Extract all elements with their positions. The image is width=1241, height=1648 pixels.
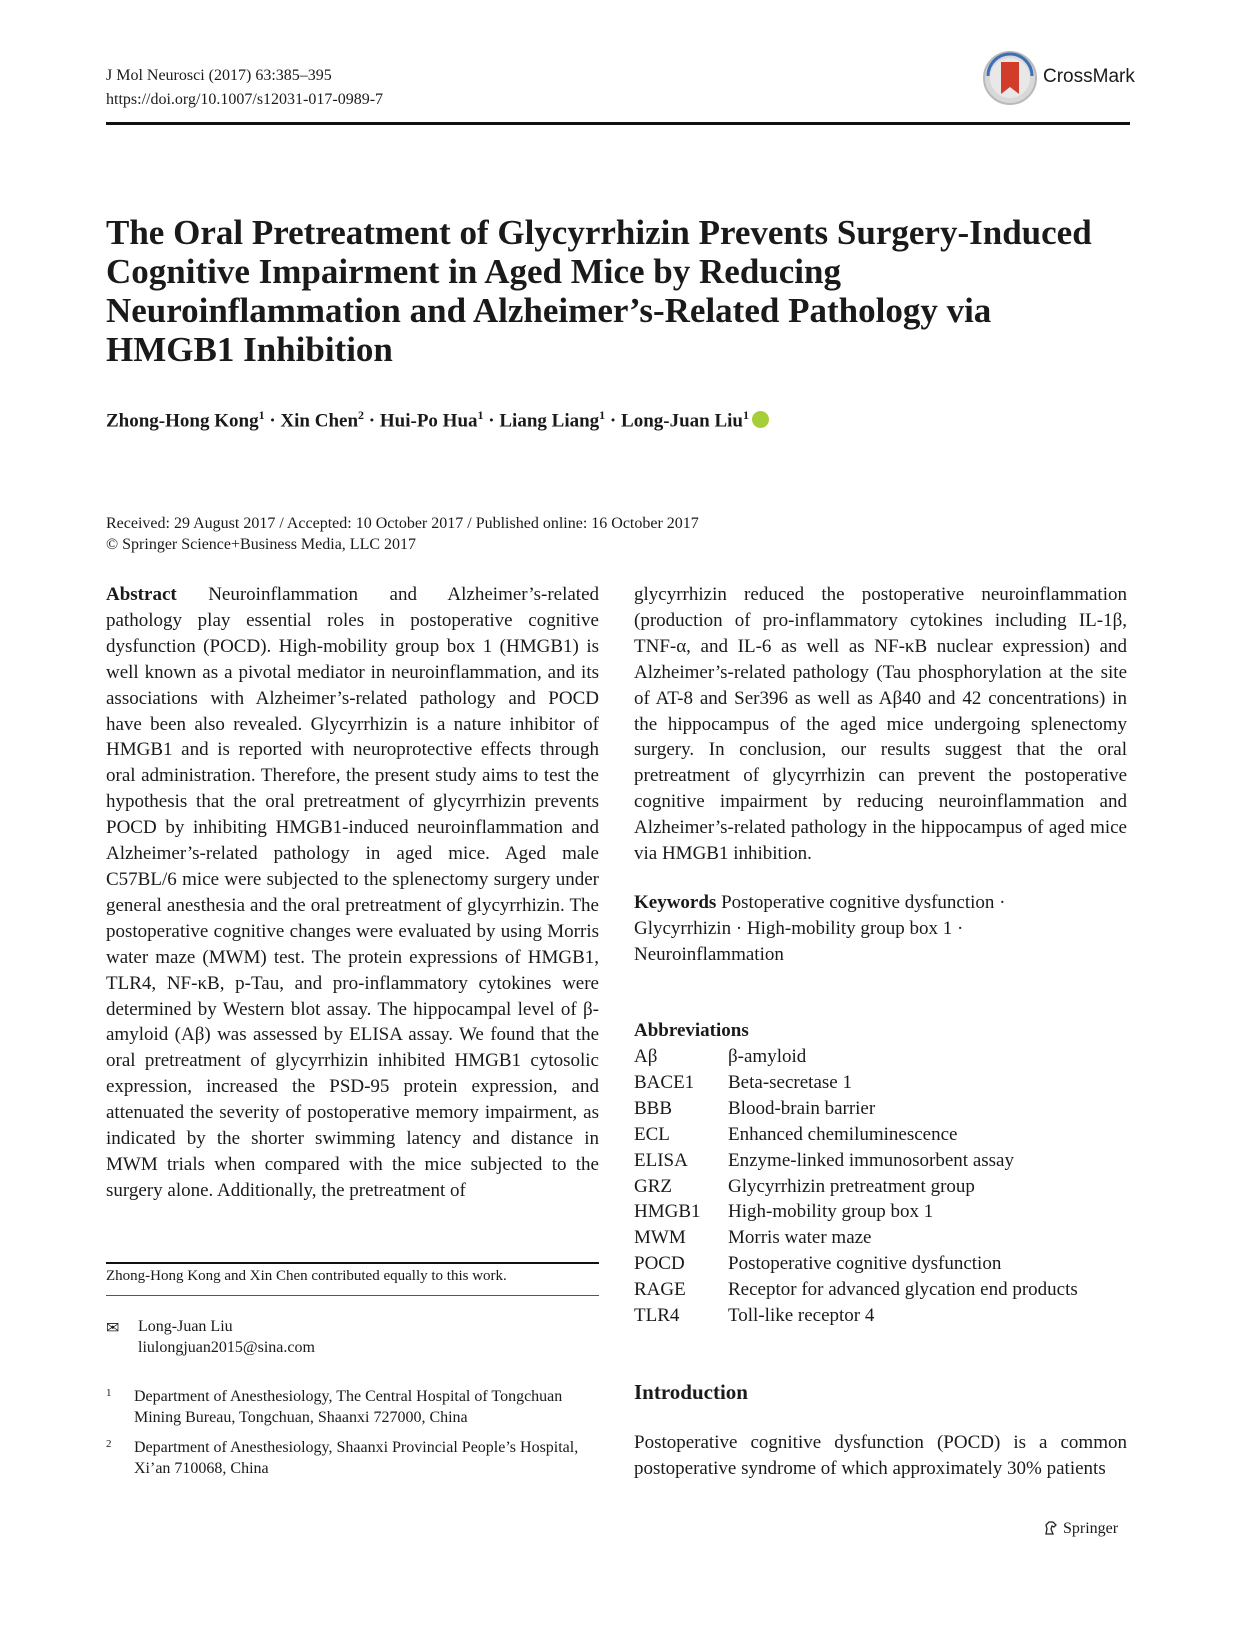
abbreviation-row [634,1303,1078,1329]
abbreviation-term: MWM [634,1227,686,1249]
author-affiliation-mark: 1 [743,408,749,422]
abbreviation-row [634,1122,1078,1148]
abbreviation-definition: Toll-like receptor 4 [728,1305,875,1327]
abbreviation-definition: Enhanced chemiluminescence [728,1123,958,1145]
abbreviation-row [634,1174,1078,1200]
equal-contribution-note: Zhong-Hong Kong and Xin Chen contributed equally to this work. [106,1268,507,1284]
author-separator: · [605,410,622,432]
author-name[interactable]: Zhong-Hong Kong [106,410,259,432]
envelope-icon: ✉ [106,1320,120,1337]
author-name[interactable]: Xin Chen [280,410,359,432]
header-divider [106,122,1130,125]
affiliation-text: Department of Anesthesiology, Shaanxi Provincial People’s Hospital, Xi’an 710068, China [134,1439,579,1477]
publisher-name: Springer [1063,1520,1119,1537]
keywords-label: Keywords [634,892,717,913]
author-affiliation-mark: 1 [258,408,265,422]
affiliation-number: 2 [106,1438,112,1450]
author-separator: · [364,410,380,432]
abbreviation-row [634,1225,1078,1251]
abbreviation-row [634,1277,1078,1303]
keywords-text: Postoperative cognitive dysfunction · Glycyrrhizin · High-mobility group box 1 · Neuroinflammation [634,892,1006,965]
author-separator: · [264,410,281,432]
author-name[interactable]: Liang Liang [499,410,600,432]
abstract-left-column [106,582,599,1204]
affiliation-text: Department of Anesthesiology, The Central Hospital of Tongchuan Mining Bureau, Tongchuan, Shaanxi 727000, China [134,1388,563,1426]
abbreviations-table [634,1044,1078,1329]
journal-header [106,64,383,112]
abbreviation-term: RAGE [634,1279,686,1301]
abbreviation-term: GRZ [634,1175,672,1197]
author-name[interactable]: Hui-Po Hua [379,410,478,432]
corresponding-author-email[interactable]: liulongjuan2015@sina.com [138,1339,315,1356]
orcid-icon[interactable] [752,411,769,428]
abbreviation-definition: High-mobility group box 1 [728,1201,934,1223]
author-list [106,408,769,432]
abbreviation-row [634,1251,1078,1277]
abbreviation-term: Aβ [634,1046,658,1067]
crossmark-label: CrossMark [1043,66,1135,87]
abbreviation-row [634,1070,1078,1096]
abbreviation-definition: Beta-secretase 1 [728,1071,852,1093]
affiliation-item [106,1386,599,1428]
abstract-right-column [634,582,1127,867]
abbreviation-row [634,1199,1078,1225]
history-dates: Received: 29 August 2017 / Accepted: 10 October 2017 / Published online: 16 October 2017 [106,515,699,532]
abbreviation-definition: Postoperative cognitive dysfunction [728,1253,1002,1275]
abbreviation-row [634,1148,1078,1174]
abbreviation-definition: β-amyloid [728,1046,807,1067]
affiliation-number: 1 [106,1387,112,1399]
abbreviation-definition: Morris water maze [728,1227,872,1249]
abbreviation-definition: Blood-brain barrier [728,1097,876,1119]
author-affiliation-mark: 1 [477,408,484,422]
publication-dates [106,513,699,555]
abbreviation-row [634,1044,1078,1070]
springer-horse-icon [1043,1520,1059,1536]
author-separator: · [483,410,500,432]
abbreviation-definition: Glycyrrhizin pretreatment group [728,1175,975,1197]
abbreviation-term: POCD [634,1253,685,1275]
abbreviation-row [634,1096,1078,1122]
corresponding-author [138,1316,315,1358]
abbreviation-term: BACE1 [634,1071,695,1093]
affiliation-item [106,1437,599,1479]
abbreviation-term: HMGB1 [634,1201,701,1223]
footnote-divider-thin [106,1295,599,1296]
copyright-line: © Springer Science+Business Media, LLC 2017 [106,536,417,553]
introduction-heading: Introduction [634,1380,748,1404]
abstract-text-part1: Neuroinflammation and Alzheimer’s-related pathology play essential roles in postoperative cognitive dysfunction (POCD). High-mobility group box 1 (HMGB1) is well known as a pivotal mediator in neuroinflammation, and its associations with Alzheimer’s-related pathology and POCD have been also revealed. Glycyrrhizin is a nature inhibitor of HMGB1 and is reported with neuroprotective effects through oral administration. Therefore, the present study aims to test the hypothesis that the oral pretreatment of glycyrrhizin prevents POCD by inhibiting HMGB1-induced neuroinflammation and Alzheimer’s-related pathology in aged mice. Aged male C57BL/6 mice were subjected to the splenectomy surgery under general anesthesia and the oral pretreatment of glycyrrhizin. The postoperative cognitive changes were evaluated by using Morris water maze (MWM) test. The protein expressions of HMGB1, TLR4, NF-κB, p-Tau, and pro-inflammatory cytokines were determined by Western blot assay. The hippocampal level of β-amyloid (Aβ) was assessed by ELISA assay. We found that the oral pretreatment of glycyrrhizin inhibited HMGB1 cytosolic expression, increased the PSD-95 protein expression, and attenuated the severity of postoperative memory impairment, as indicated by the shorter swimming latency and distance in MWM trials when compared with the mice subjected to the surgery alone. Additionally, the pretreatment of [106,584,599,1201]
abbreviation-term: BBB [634,1097,673,1119]
abbreviation-term: ECL [634,1123,670,1145]
author-name[interactable]: Long-Juan Liu [621,410,743,432]
abbreviation-definition: Enzyme-linked immunosorbent assay [728,1149,1014,1171]
corresponding-author-name: Long-Juan Liu [138,1318,233,1335]
footnote-divider [106,1262,599,1264]
abbreviation-term: TLR4 [634,1305,680,1327]
article-title: The Oral Pretreatment of Glycyrrhizin Prevents Surgery-Induced Cognitive Impairment in Aged Mice by Reducing Neuroinflammation and Alzheimer’s-Related Pathology via HMGB1 Inhibition [106,213,1092,369]
abstract-text-part2: glycyrrhizin reduced the postoperative neuroinflammation (production of pro-inflammatory cytokines including IL-1β, TNF-α, and IL-6 as well as NF-κB nuclear expression) and Alzheimer’s-related pathology (Tau phosphorylation at the site of AT-8 and Ser396 as well as Aβ40 and 42 concentrations) in the hippocampus of the aged mice undergoing splenectomy surgery. In conclusion, our results suggest that the oral pretreatment of glycyrrhizin can prevent the postoperative cognitive impairment by reducing neuroinflammation and Alzheimer’s-related pathology in the hippocampus of aged mice via HMGB1 inhibition. [634,584,1127,865]
abbreviation-definition: Receptor for advanced glycation end products [728,1279,1078,1301]
publisher-logo [1043,1520,1118,1538]
introduction-text: Postoperative cognitive dysfunction (POCD) is a common postoperative syndrome of which approximately 30% patients [634,1432,1127,1479]
author-affiliation-mark: 1 [599,408,606,422]
abbreviations-heading: Abbreviations [634,1020,749,1041]
keywords [634,890,1054,968]
abstract-label: Abstract [106,584,177,605]
abbreviation-term: ELISA [634,1149,688,1171]
author-affiliation-mark: 2 [358,408,365,422]
journal-citation: J Mol Neurosci (2017) 63:385–395 [106,67,332,84]
doi-link[interactable]: https://doi.org/10.1007/s12031-017-0989-7 [106,91,384,108]
